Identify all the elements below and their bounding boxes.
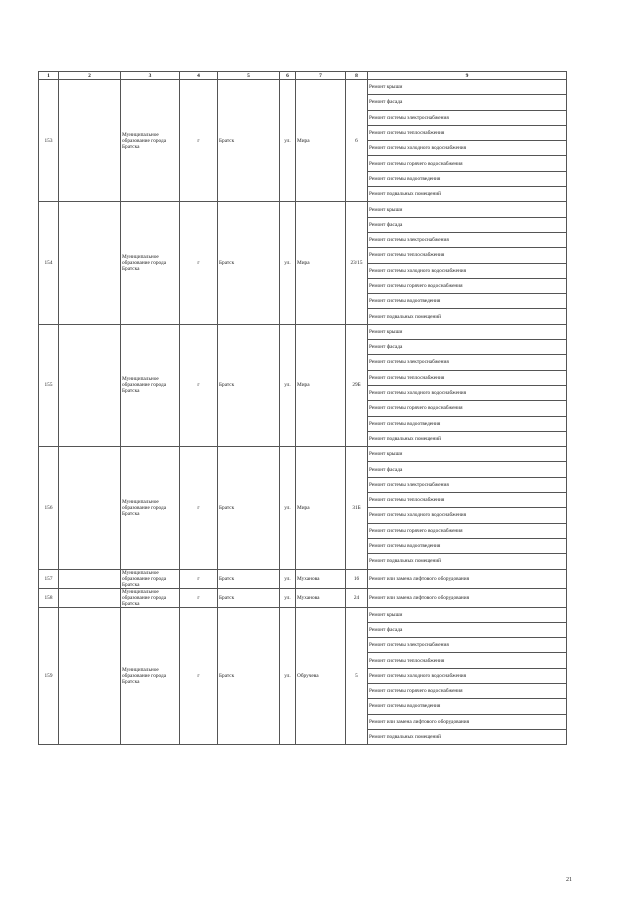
empty-cell bbox=[59, 447, 121, 569]
record-number: 154 bbox=[39, 202, 59, 324]
municipality-name: Муниципальное образование города Братска bbox=[121, 80, 180, 202]
house-number: 31Б bbox=[346, 447, 368, 569]
empty-cell bbox=[59, 607, 121, 745]
table-row bbox=[39, 607, 567, 622]
table-row bbox=[39, 447, 567, 462]
street-name: Мира bbox=[296, 324, 346, 446]
municipality-name: Муниципальное образование города Братска bbox=[121, 202, 180, 324]
header-col-2: 2 bbox=[59, 72, 121, 80]
street-type: ул. bbox=[280, 202, 296, 324]
repair-work-item: Ремонт системы электроснабжения bbox=[368, 477, 567, 492]
repair-work-item: Ремонт системы холодного водоснабжения bbox=[368, 263, 567, 278]
repair-program-table bbox=[38, 71, 567, 745]
repair-work-item: Ремонт подвальных помещений bbox=[368, 729, 567, 744]
municipality-name: Муниципальное образование города Братска bbox=[121, 324, 180, 446]
repair-work-item: Ремонт подвальных помещений bbox=[368, 187, 567, 202]
record-number: 157 bbox=[39, 569, 59, 588]
house-number: 5 bbox=[346, 607, 368, 745]
repair-work-item: Ремонт крыши bbox=[368, 80, 567, 95]
settlement-type: г bbox=[180, 80, 218, 202]
repair-work-item: Ремонт системы горячего водоснабжения bbox=[368, 278, 567, 293]
repair-work-item: Ремонт системы водоотведения bbox=[368, 294, 567, 309]
repair-work-item: Ремонт крыши bbox=[368, 607, 567, 622]
repair-work-item: Ремонт системы теплоснабжения bbox=[368, 248, 567, 263]
repair-work-item: Ремонт системы водоотведения bbox=[368, 171, 567, 186]
header-col-5: 5 bbox=[218, 72, 280, 80]
repair-work-item: Ремонт системы водоотведения bbox=[368, 699, 567, 714]
empty-cell bbox=[59, 80, 121, 202]
page-number: 21 bbox=[566, 877, 572, 883]
record-number: 158 bbox=[39, 588, 59, 607]
street-name: Мира bbox=[296, 447, 346, 569]
repair-work-item: Ремонт или замена лифтового оборудования bbox=[368, 569, 567, 588]
repair-work-item: Ремонт системы горячего водоснабжения bbox=[368, 683, 567, 698]
empty-cell bbox=[59, 324, 121, 446]
repair-work-item: Ремонт системы горячего водоснабжения bbox=[368, 156, 567, 171]
street-type: ул. bbox=[280, 607, 296, 745]
city-name: Братск bbox=[218, 588, 280, 607]
settlement-type: г bbox=[180, 202, 218, 324]
repair-work-item: Ремонт системы электроснабжения bbox=[368, 110, 567, 125]
empty-cell bbox=[59, 569, 121, 588]
repair-work-item: Ремонт или замена лифтового оборудования bbox=[368, 714, 567, 729]
municipality-name: Муниципальное образование города Братска bbox=[121, 607, 180, 745]
repair-work-item: Ремонт крыши bbox=[368, 202, 567, 217]
header-col-4: 4 bbox=[180, 72, 218, 80]
repair-work-item: Ремонт системы горячего водоснабжения bbox=[368, 523, 567, 538]
street-name: Муханова bbox=[296, 588, 346, 607]
repair-work-item: Ремонт системы электроснабжения bbox=[368, 638, 567, 653]
record-number: 155 bbox=[39, 324, 59, 446]
repair-work-item: Ремонт или замена лифтового оборудования bbox=[368, 588, 567, 607]
settlement-type: г bbox=[180, 447, 218, 569]
repair-work-item: Ремонт системы теплоснабжения bbox=[368, 370, 567, 385]
repair-work-item: Ремонт системы электроснабжения bbox=[368, 355, 567, 370]
settlement-type: г bbox=[180, 588, 218, 607]
repair-work-item: Ремонт системы теплоснабжения bbox=[368, 653, 567, 668]
repair-work-item: Ремонт фасада bbox=[368, 95, 567, 110]
city-name: Братск bbox=[218, 202, 280, 324]
repair-work-item: Ремонт фасада bbox=[368, 462, 567, 477]
municipality-name: Муниципальное образование города Братска bbox=[121, 588, 180, 607]
repair-work-item: Ремонт системы холодного водоснабжения bbox=[368, 508, 567, 523]
city-name: Братск bbox=[218, 607, 280, 745]
table-row bbox=[39, 202, 567, 217]
street-type: ул. bbox=[280, 80, 296, 202]
municipality-name: Муниципальное образование города Братска bbox=[121, 447, 180, 569]
repair-work-item: Ремонт системы холодного водоснабжения bbox=[368, 668, 567, 683]
repair-work-item: Ремонт подвальных помещений bbox=[368, 554, 567, 569]
repair-work-item: Ремонт фасада bbox=[368, 622, 567, 637]
repair-work-item: Ремонт системы холодного водоснабжения bbox=[368, 141, 567, 156]
table-row bbox=[39, 569, 567, 588]
empty-cell bbox=[59, 202, 121, 324]
record-number: 156 bbox=[39, 447, 59, 569]
settlement-type: г bbox=[180, 324, 218, 446]
table-body bbox=[39, 72, 567, 745]
municipality-name: Муниципальное образование города Братска bbox=[121, 569, 180, 588]
street-type: ул. bbox=[280, 569, 296, 588]
repair-work-item: Ремонт крыши bbox=[368, 447, 567, 462]
repair-work-item: Ремонт подвальных помещений bbox=[368, 309, 567, 324]
repair-work-item: Ремонт системы горячего водоснабжения bbox=[368, 401, 567, 416]
header-col-9: 9 bbox=[368, 72, 567, 80]
header-col-1: 1 bbox=[39, 72, 59, 80]
repair-work-item: Ремонт подвальных помещений bbox=[368, 431, 567, 446]
repair-work-item: Ремонт крыши bbox=[368, 324, 567, 339]
repair-work-item: Ремонт фасада bbox=[368, 340, 567, 355]
city-name: Братск bbox=[218, 324, 280, 446]
house-number: 29Б bbox=[346, 324, 368, 446]
city-name: Братск bbox=[218, 80, 280, 202]
settlement-type: г bbox=[180, 569, 218, 588]
table-row bbox=[39, 588, 567, 607]
city-name: Братск bbox=[218, 447, 280, 569]
street-type: ул. bbox=[280, 447, 296, 569]
repair-work-item: Ремонт системы водоотведения bbox=[368, 416, 567, 431]
record-number: 153 bbox=[39, 80, 59, 202]
header-row bbox=[39, 72, 567, 80]
repair-work-item: Ремонт системы холодного водоснабжения bbox=[368, 385, 567, 400]
city-name: Братск bbox=[218, 569, 280, 588]
street-name: Мира bbox=[296, 80, 346, 202]
table-row bbox=[39, 80, 567, 95]
table-row bbox=[39, 324, 567, 339]
repair-work-item: Ремонт системы электроснабжения bbox=[368, 232, 567, 247]
repair-work-item: Ремонт фасада bbox=[368, 217, 567, 232]
street-type: ул. bbox=[280, 588, 296, 607]
street-name: Мира bbox=[296, 202, 346, 324]
settlement-type: г bbox=[180, 607, 218, 745]
street-name: Муханова bbox=[296, 569, 346, 588]
street-name: Обручева bbox=[296, 607, 346, 745]
repair-work-item: Ремонт системы водоотведения bbox=[368, 538, 567, 553]
record-number: 159 bbox=[39, 607, 59, 745]
house-number: 16 bbox=[346, 569, 368, 588]
empty-cell bbox=[59, 588, 121, 607]
house-number: 23/15 bbox=[346, 202, 368, 324]
header-col-6: 6 bbox=[280, 72, 296, 80]
header-col-7: 7 bbox=[296, 72, 346, 80]
house-number: 6 bbox=[346, 80, 368, 202]
street-type: ул. bbox=[280, 324, 296, 446]
repair-work-item: Ремонт системы теплоснабжения bbox=[368, 125, 567, 140]
house-number: 24 bbox=[346, 588, 368, 607]
header-col-3: 3 bbox=[121, 72, 180, 80]
header-col-8: 8 bbox=[346, 72, 368, 80]
repair-work-item: Ремонт системы теплоснабжения bbox=[368, 493, 567, 508]
